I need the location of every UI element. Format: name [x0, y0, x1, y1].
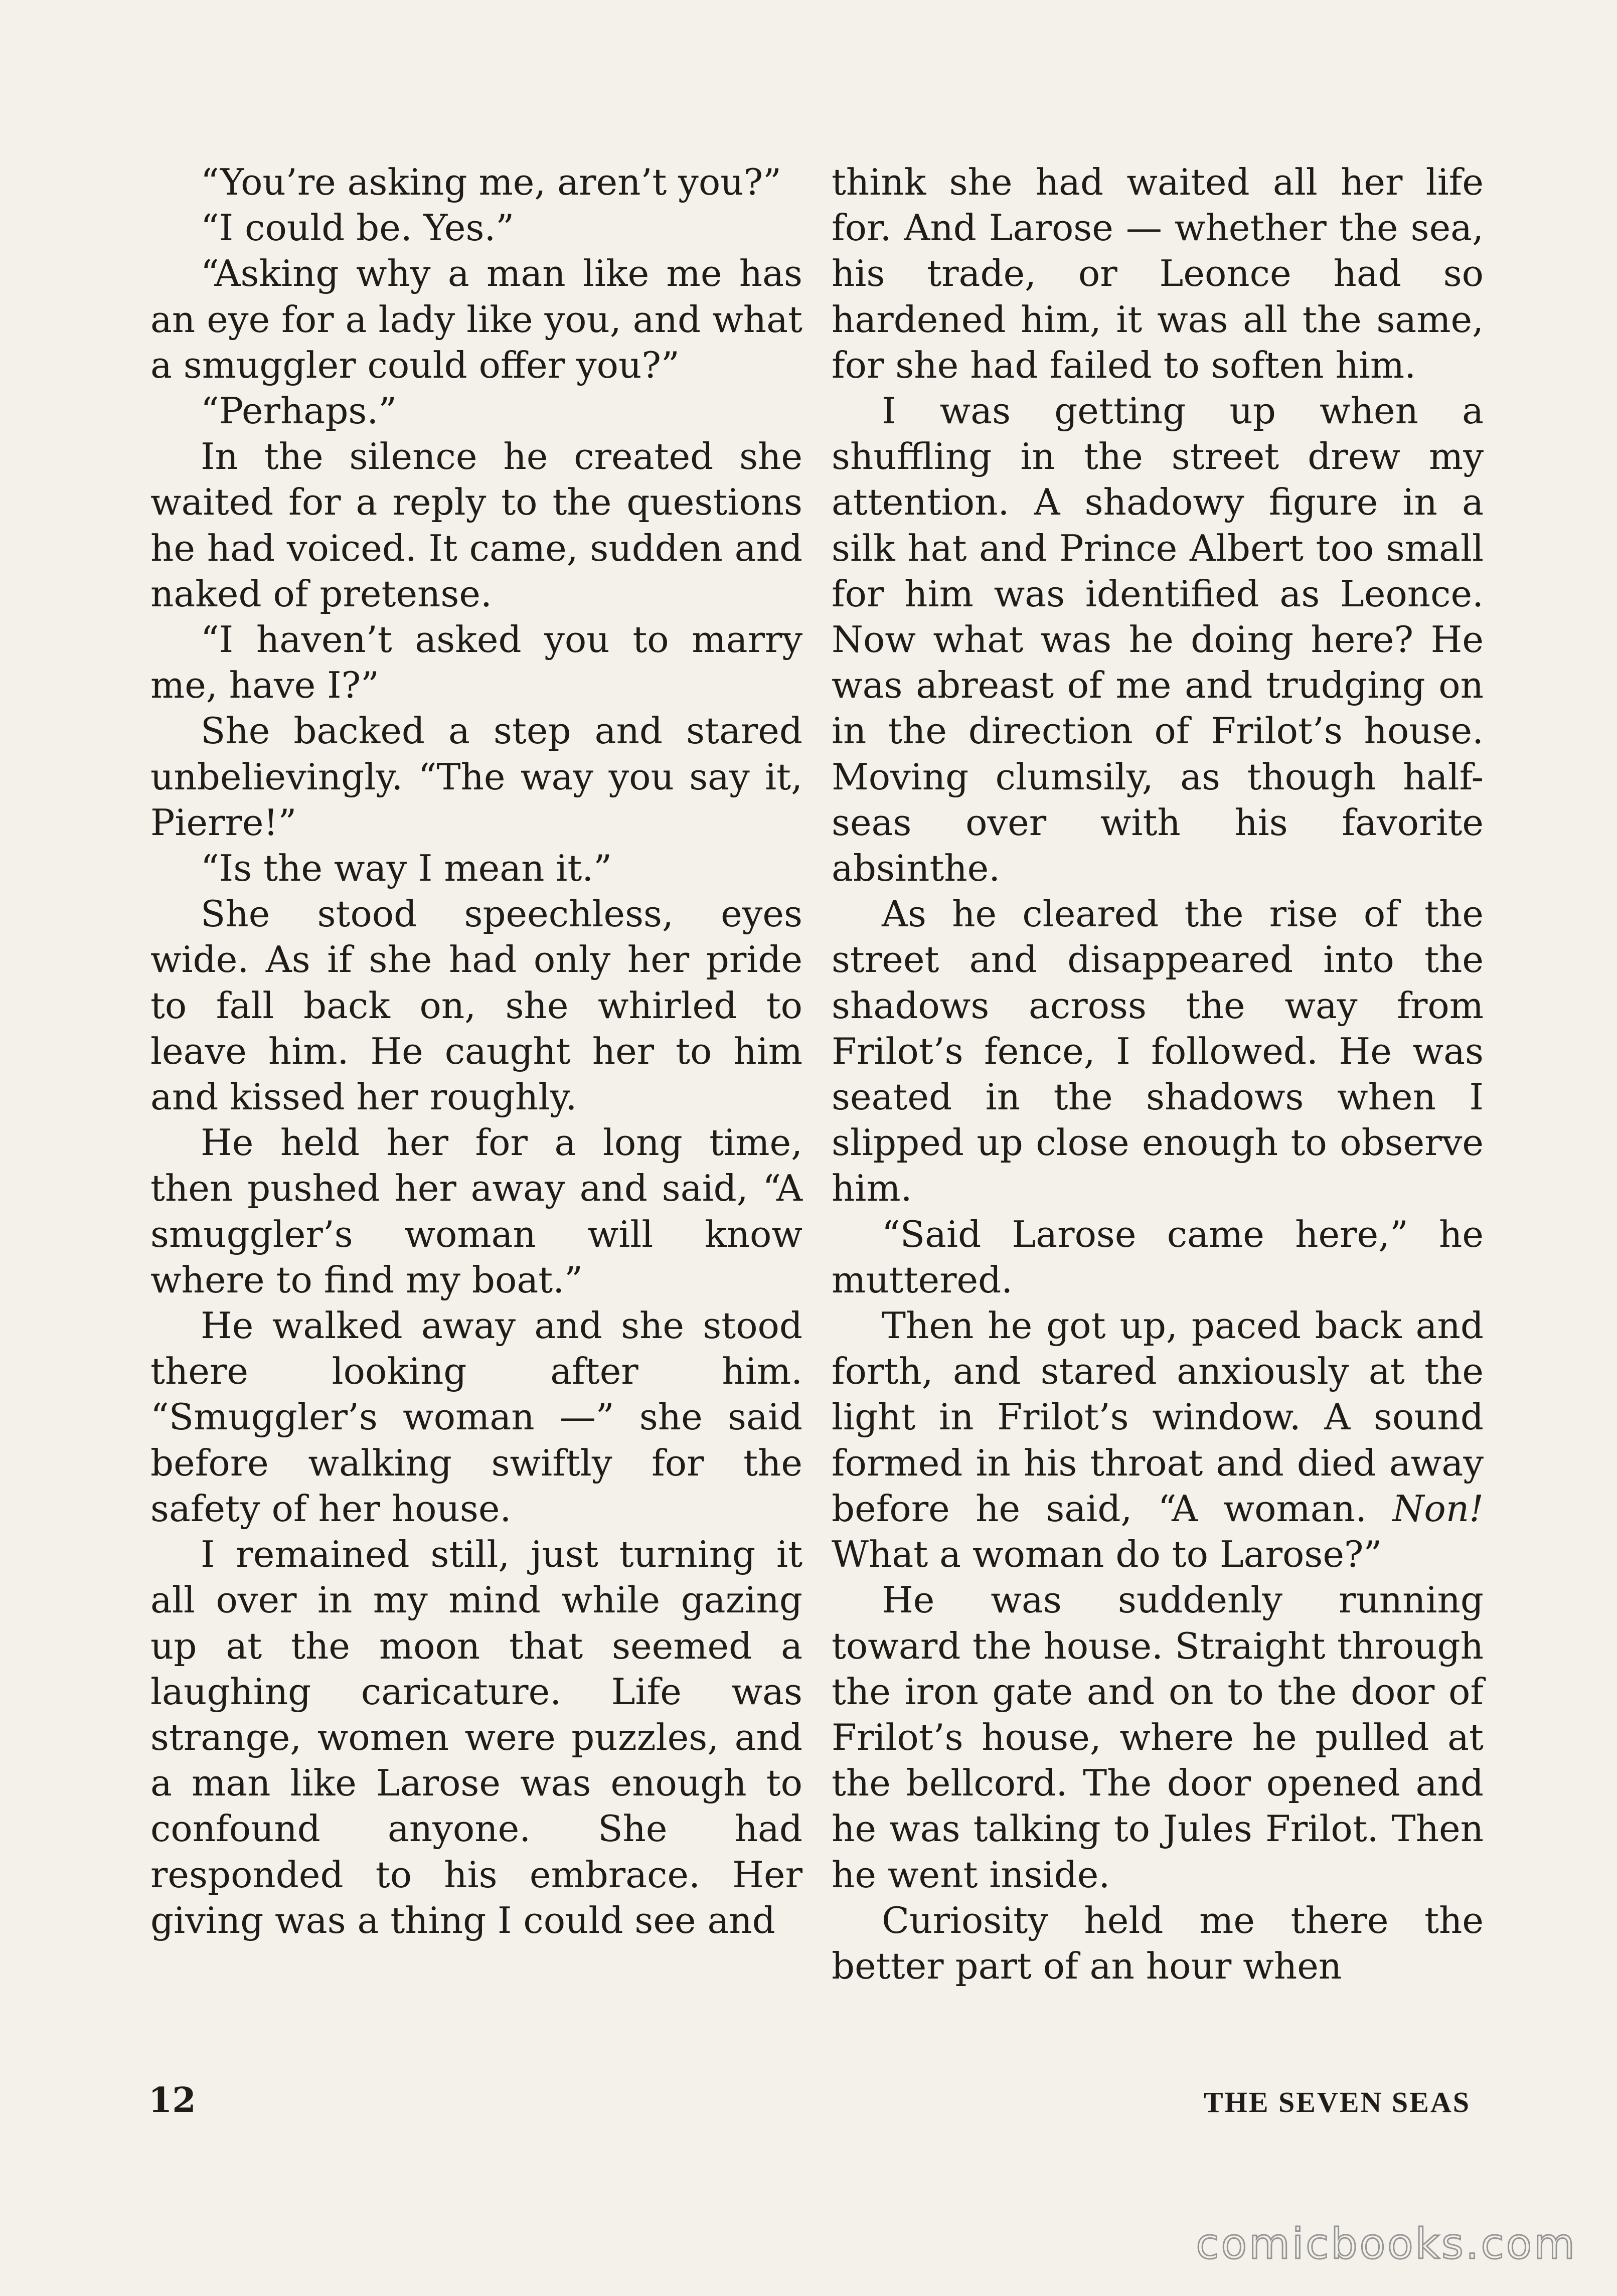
- paragraph: I was getting up when a shuffling in the street drew my attention. A shadowy figure in a silk hat and Prince Albert too small for him was identified as Leonce. Now what was he doing here? He was abreast of me and trudging on in the direction of Frilot’s house. Moving clumsily, as though half-seas over with his favorite absinthe.: [832, 390, 1484, 890]
- paragraph-continued: think she had waited all her life for. And Larose — whether the sea, his trade, or Leonce had so hardened him, it was all the same, for she had failed to soften him.: [832, 161, 1484, 386]
- italic-text: Non!: [1392, 1487, 1484, 1530]
- paragraph: “I could be. Yes.”: [201, 207, 515, 249]
- watermark: comicbooks.com: [1196, 2219, 1577, 2268]
- paragraph: “You’re asking me, aren’t you?”: [201, 161, 781, 203]
- paragraph: “Said Larose came here,” he muttered.: [832, 1213, 1484, 1301]
- text-span: What a woman do to Larose?”: [832, 1533, 1382, 1576]
- paragraph: “Asking why a man like me has an eye for a lady like you, and what a smuggler could offer you?”: [150, 252, 802, 386]
- text-span: Then he got up, paced back and forth, and stared anxiously at the light in Frilot’s window. A sound formed in his throat and died away before he said, “A woman.: [832, 1304, 1484, 1530]
- left-text-column: [150, 159, 802, 1943]
- paragraph: In the silence he created she waited for a reply to the questions he had voiced. It came, sudden and naked of pretense.: [150, 435, 802, 615]
- paragraph: He held her for a long time, then pushed her away and said, “A smuggler’s woman will know where to find my boat.”: [150, 1121, 802, 1301]
- paragraph: He was suddenly running toward the house. Straight through the iron gate and on to the door of Frilot’s house, where he pulled at the bellcord. The door opened and he was talking to Jules Frilot. Then he went inside.: [832, 1579, 1484, 1896]
- page-footer: [148, 2080, 1471, 2130]
- paragraph: “Perhaps.”: [201, 390, 397, 432]
- paragraph: She stood speechless, eyes wide. As if she had only her pride to fall back on, she whirled to leave him. He caught her to him and kissed her roughly.: [150, 893, 802, 1118]
- paragraph: “Is the way I mean it.”: [201, 847, 612, 890]
- paragraph: I remained still, just turning it all over in my mind while gazing up at the moon that seemed a laughing caricature. Life was strange, women were puzzles, and a man like Larose was enough to confound anyone. She had responded to his embrace. Her giving was a thing I could see and: [150, 1533, 802, 1941]
- paragraph: Curiosity held me there the better part of an hour when: [832, 1899, 1484, 1987]
- magazine-title: THE SEVEN SEAS: [1204, 2086, 1471, 2118]
- paragraph: “I haven’t asked you to marry me, have I?”: [150, 618, 802, 707]
- paragraph: He walked away and she stood there looking after him. “Smuggler’s woman —” she said before walking swiftly for the safety of her house.: [150, 1304, 802, 1530]
- right-text-column: [832, 159, 1484, 1989]
- page-number: 12: [148, 2080, 196, 2120]
- paragraph: [832, 1303, 1484, 1577]
- paragraph: As he cleared the rise of the street and disappeared into the shadows across the way from Frilot’s fence, I followed. He was seated in the shadows when I slipped up close enough to observe him.: [832, 893, 1484, 1210]
- paragraph: She backed a step and stared unbelievingly. “The way you say it, Pierre!”: [150, 710, 802, 844]
